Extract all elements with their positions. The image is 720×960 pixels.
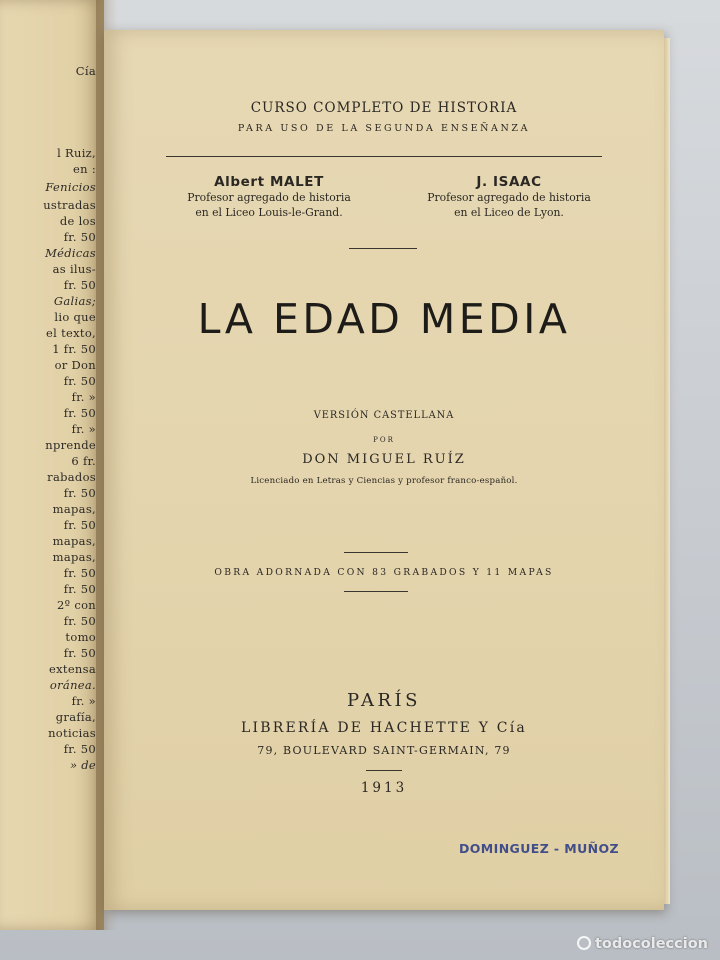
- divider-rule: [344, 552, 408, 553]
- left-page-line: lio que: [54, 310, 96, 324]
- left-facing-page: [0, 0, 104, 930]
- author-affiliation: en el Liceo Louis-le-Grand.: [195, 206, 343, 219]
- left-page-line: fr. 50: [63, 406, 96, 420]
- left-page-line: 6 fr.: [71, 454, 96, 468]
- publisher-name: LIBRERÍA DE HACHETTE Y Cía: [241, 720, 527, 736]
- author-block-malet: [164, 174, 374, 220]
- check-circle-icon: [577, 936, 591, 950]
- left-page-line: fr. 50: [63, 374, 96, 388]
- author-affiliation: Profesor agregado de historia: [427, 191, 591, 204]
- publication-year: 1913: [360, 780, 408, 796]
- left-page-line: ustradas: [43, 198, 96, 212]
- author-block-isaac: [404, 174, 614, 220]
- watermark-text: todocoleccion: [594, 936, 708, 952]
- left-page-line: mapas,: [52, 534, 96, 548]
- ownership-stamp: DOMINGUEZ - MUÑOZ: [459, 841, 619, 856]
- series-subtitle: PARA USO DE LA SEGUNDA ENSEÑANZA: [237, 123, 531, 134]
- publication-city: PARÍS: [347, 690, 421, 711]
- series-title: CURSO COMPLETO DE HISTORIA: [250, 100, 518, 116]
- left-page-line: Cía: [75, 64, 96, 78]
- left-page-line: Médicas: [45, 246, 96, 260]
- publisher-address: 79, BOULEVARD SAINT-GERMAIN, 79: [257, 744, 511, 757]
- left-page-line: tomo: [65, 630, 96, 644]
- left-page-line: en :: [73, 162, 96, 176]
- author-affiliation: Profesor agregado de historia: [187, 191, 351, 204]
- left-page-line: fr. 50: [63, 566, 96, 580]
- left-page-line: fr. 50: [63, 278, 96, 292]
- left-page-line: oránea.: [49, 678, 96, 692]
- left-page-line: fr. 50: [63, 486, 96, 500]
- left-page-line: fr. »: [71, 390, 96, 404]
- divider-rule: [344, 591, 408, 592]
- author-affiliation: en el Liceo de Lyon.: [454, 206, 564, 219]
- left-page-line: Fenicios: [45, 180, 96, 194]
- left-page-line: noticias: [48, 726, 96, 740]
- left-page-line: fr. 50: [63, 518, 96, 532]
- author-name: J. ISAAC: [476, 174, 542, 190]
- left-page-line: el texto,: [46, 326, 96, 340]
- left-page-line: » de: [69, 758, 96, 772]
- por-label: POR: [373, 436, 395, 444]
- watermark: [577, 936, 708, 952]
- book-title: LA EDAD MEDIA: [197, 295, 571, 343]
- left-page-line: fr. 50: [63, 582, 96, 596]
- left-page-line: grafía,: [55, 710, 96, 724]
- title-page: [104, 30, 664, 910]
- left-page-line: as ilus-: [52, 262, 96, 276]
- divider-rule: [366, 770, 402, 771]
- translator-credentials: Licenciado en Letras y Ciencias y profesor franco-español.: [250, 476, 518, 486]
- left-page-line: Galias;: [53, 294, 96, 308]
- left-page-line: extensa: [49, 662, 96, 676]
- left-page-line: fr. 50: [63, 646, 96, 660]
- left-page-line: 2º con: [57, 598, 96, 612]
- top-rule: [166, 156, 602, 157]
- divider-rule: [349, 248, 417, 249]
- left-page-line: fr. »: [71, 694, 96, 708]
- left-page-line: fr. »: [71, 422, 96, 436]
- left-page-line: nprende: [45, 438, 96, 452]
- left-page-line: fr. 50: [63, 742, 96, 756]
- version-label: VERSIÓN CASTELLANA: [313, 410, 455, 421]
- author-name: Albert MALET: [214, 174, 324, 190]
- left-page-line: de los: [59, 214, 96, 228]
- left-page-line: fr. 50: [63, 230, 96, 244]
- translator-name: DON MIGUEL RUÍZ: [302, 452, 466, 467]
- left-page-line: or Don: [54, 358, 96, 372]
- left-page-line: rabados: [47, 470, 96, 484]
- left-page-line: 1 fr. 50: [52, 342, 96, 356]
- left-page-line: mapas,: [52, 550, 96, 564]
- left-page-line: mapas,: [52, 502, 96, 516]
- illustrations-note: OBRA ADORNADA CON 83 GRABADOS Y 11 MAPAS: [214, 567, 554, 578]
- page-edge: [664, 38, 670, 904]
- left-page-line: fr. 50: [63, 614, 96, 628]
- left-page-line: l Ruiz,: [57, 146, 96, 160]
